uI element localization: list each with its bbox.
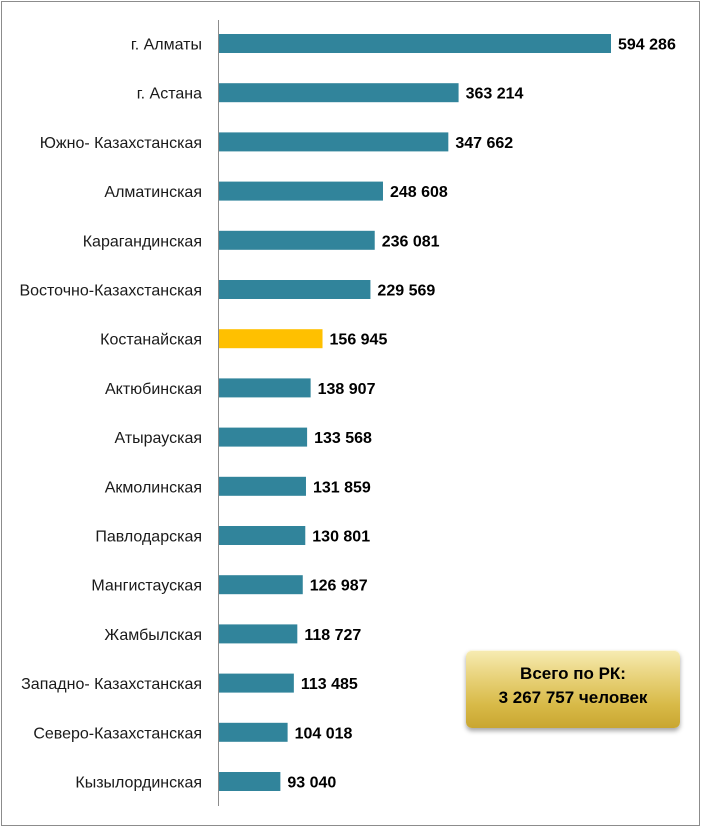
category-label: Алматинская (104, 184, 202, 202)
data-label: 104 018 (294, 725, 353, 743)
bar (219, 280, 370, 299)
category-label: Костанайская (100, 331, 202, 349)
category-label: Актюбинская (104, 380, 202, 398)
bar (219, 772, 280, 791)
bar (219, 477, 306, 496)
data-label: 156 945 (329, 331, 388, 349)
category-label: Кызылординская (75, 774, 202, 792)
data-label: 131 859 (312, 479, 371, 497)
bar (219, 723, 288, 742)
category-label: г. Алматы (130, 36, 202, 54)
category-label: Атырауская (114, 430, 202, 448)
category-label: Мангистауская (91, 577, 202, 595)
category-label: Карагандинская (82, 233, 202, 251)
data-label: 347 662 (455, 134, 514, 152)
bar (219, 526, 305, 545)
bar (219, 428, 307, 447)
category-label: Западно- Казахстанская (21, 676, 202, 694)
data-label: 126 987 (309, 577, 368, 595)
data-label: 133 568 (314, 430, 372, 448)
total-summary-box (466, 650, 680, 728)
category-labels-group (19, 37, 202, 792)
bar (219, 674, 294, 693)
bar (219, 231, 375, 250)
total-summary-value: 3 267 757 человек (498, 688, 648, 707)
category-label: Жамбылская (104, 626, 202, 644)
bar (219, 182, 383, 201)
bar (219, 83, 459, 102)
data-label: 113 485 (300, 676, 358, 694)
data-label: 248 608 (389, 184, 448, 202)
category-label: г. Астана (136, 85, 202, 103)
total-summary-label: Всего по РК: (520, 664, 626, 683)
category-label: Северо-Казахстанская (33, 725, 202, 743)
category-label: Акмолинская (104, 479, 202, 497)
bar (219, 575, 303, 594)
bar (219, 132, 448, 151)
data-label: 138 907 (317, 380, 376, 398)
category-label: Восточно-Казахстанская (19, 282, 202, 300)
bar (219, 624, 297, 643)
category-label: Южно- Казахстанская (39, 134, 202, 152)
data-label: 118 727 (304, 626, 362, 644)
category-label: Павлодарская (95, 528, 202, 546)
bar (219, 378, 311, 397)
bar (219, 34, 611, 53)
data-label: 236 081 (381, 233, 440, 251)
data-label: 93 040 (287, 774, 337, 792)
data-label: 229 569 (377, 282, 436, 300)
data-label: 130 801 (312, 528, 371, 546)
bar (219, 329, 323, 348)
data-label: 363 214 (465, 85, 524, 103)
data-label: 594 286 (618, 36, 676, 54)
